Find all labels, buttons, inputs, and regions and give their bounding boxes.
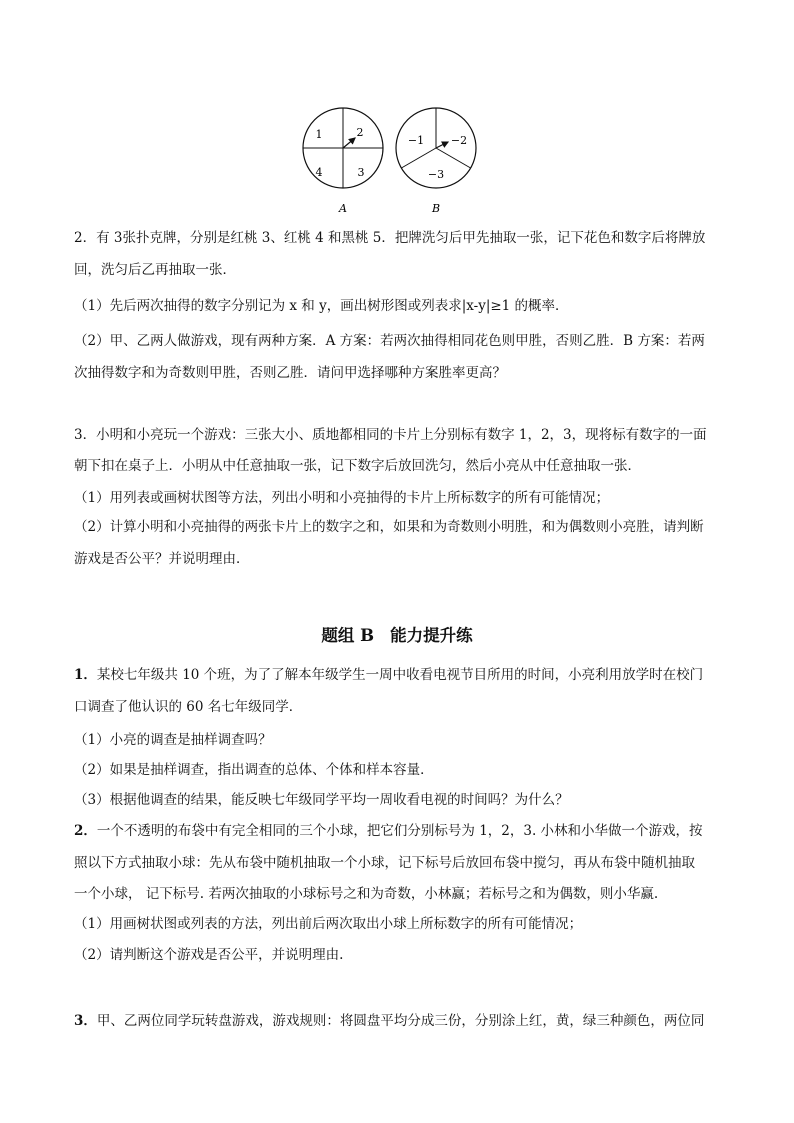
b2-part1: （1）用画树状图或列表的方法，列出前后两次取出小球上所标数字的所有可能情况； bbox=[74, 916, 583, 932]
q3-line1: 3．小明和小亮玩一个游戏：三张大小、质地都相同的卡片上分别标有数字 1，2，3，现将标有数字的一面 bbox=[74, 427, 707, 443]
b2-part2: （2）请判断这个游戏是否公平，并说明理由. bbox=[74, 947, 344, 963]
q3-part2-line2: 游戏是否公平？并说明理由． bbox=[74, 551, 250, 567]
spinner-b-sector-1: −1 bbox=[407, 134, 425, 147]
b3-line1 bbox=[74, 1011, 704, 1031]
b2-line3: 一个小球， 记下标号. 若两次抽取的小球标号之和为奇数，小林赢；若标号之和为偶数，则小华赢. bbox=[74, 886, 659, 902]
b2-line1 bbox=[74, 821, 703, 841]
b2-number: 2． bbox=[74, 823, 97, 839]
b2-line2: 照以下方式抽取小球：先从布袋中随机抽取一个小球，记下标号后放回布袋中搅匀，再从布袋中随机抽取 bbox=[74, 855, 695, 871]
section-title-name: 能力提升练 bbox=[390, 626, 473, 645]
b1-line2: 口调查了他认识的 60 名七年级同学． bbox=[74, 699, 303, 715]
spinner-a bbox=[303, 108, 383, 215]
spinner-a-sector-3: 4 bbox=[315, 166, 323, 179]
spinner-a-sector-2: 2 bbox=[356, 126, 364, 139]
spinner-b-label: B bbox=[431, 202, 441, 215]
b1-line1-text: 某校七年级共 10 个班，为了了解本年级学生一周中收看电视节目所用的时间，小亮利用放学时在校门 bbox=[96, 667, 704, 683]
b1-number: 1． bbox=[74, 667, 97, 683]
spinner-a-sector-4: 3 bbox=[357, 166, 365, 179]
b3-line1-text: 甲、乙两位同学玩转盘游戏，游戏规则：将圆盘平均分成三份，分别涂上红，黄，绿三种颜色，两位同 bbox=[96, 1013, 705, 1029]
spinner-b-sector-3: −3 bbox=[427, 168, 445, 181]
q2-part2-line1: （2）甲、乙两人做游戏，现有两种方案．A 方案：若两次抽得相同花色则甲胜，否则乙胜．B 方案：若两 bbox=[74, 333, 705, 349]
spinner-figure bbox=[288, 100, 478, 220]
spinner-a-sector-1: 1 bbox=[315, 128, 323, 141]
b2-line1-text: 一个不透明的布袋中有完全相同的三个小球，把它们分别标号为 1，2，3. 小林和小华做一个游戏，按 bbox=[96, 823, 703, 839]
q2-part2-line2: 次抽得数字和为奇数则甲胜，否则乙胜．请问甲选择哪种方案胜率更高？ bbox=[74, 365, 506, 381]
b1-part3: （3）根据他调查的结果，能反映七年级同学平均一周收看电视的时间吗？为什么？ bbox=[74, 792, 569, 808]
q2-part1: （1）先后两次抽得的数字分别记为 x 和 y，画出树形图或列表求|x-y|≥1 的概率． bbox=[74, 298, 569, 314]
q2-line1: 2．有 3张扑克牌，分别是红桃 3、红桃 4 和黑桃 5．把牌洗匀后甲先抽取一张，记下花色和数字后将牌放 bbox=[74, 230, 706, 246]
q3-part1: （1）用列表或画树状图等方法，列出小明和小亮抽得的卡片上所标数字的所有可能情况； bbox=[74, 490, 610, 506]
q3-part2-line1: （2）计算小明和小亮抽得的两张卡片上的数字之和，如果和为奇数则小明胜，和为偶数则小亮胜，请判断 bbox=[74, 519, 704, 535]
section-title-group: 题组 B bbox=[321, 626, 375, 645]
b1-part2: （2）如果是抽样调查，指出调查的总体、个体和样本容量． bbox=[74, 762, 434, 778]
b3-number: 3． bbox=[74, 1013, 97, 1029]
section-title bbox=[0, 624, 794, 648]
b1-part1: （1）小亮的调查是抽样调查吗？ bbox=[74, 732, 272, 748]
q3-line2: 朝下扣在桌子上．小明从中任意抽取一张，记下数字后放回洗匀，然后小亮从中任意抽取一张． bbox=[74, 458, 641, 474]
b1-line1 bbox=[74, 665, 703, 685]
spinner-b bbox=[396, 108, 476, 215]
spinner-b-sector-2: −2 bbox=[450, 134, 468, 147]
q2-line2: 回，洗匀后乙再抽取一张． bbox=[74, 262, 236, 278]
spinner-a-label: A bbox=[339, 202, 347, 215]
